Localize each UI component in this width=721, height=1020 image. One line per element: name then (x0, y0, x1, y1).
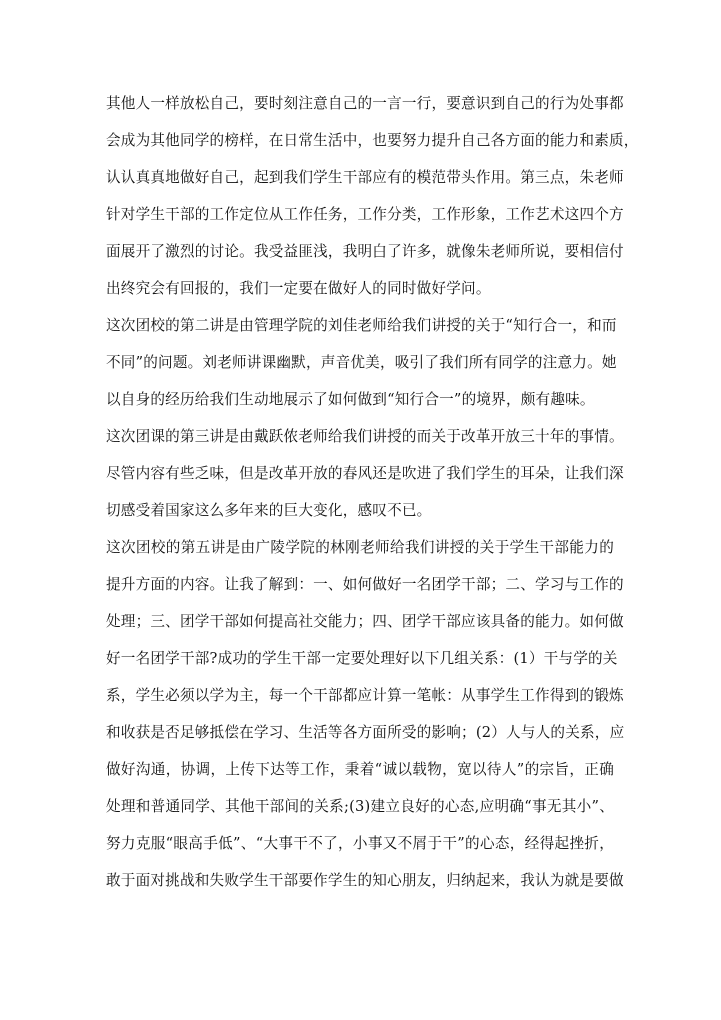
text-line: 和收获是否足够抵偿在学习、生活等各方面所受的影响；(2）人与人的关系，应 (106, 724, 625, 741)
text-line: 会成为其他同学的榜样，在日常生活中，也要努力提升自己各方面的能力和素质， (106, 132, 639, 149)
text-line: 处理和普通同学、其他干部间的关系;(3)建立良好的心态,应明确“事无其小”、 (106, 798, 614, 815)
text-line: 其他人一样放松自己，要时刻注意自己的一言一行，要意识到自己的行为处事都 (106, 95, 624, 112)
text-line: 处理；三、团学干部如何提高社交能力；四、团学干部应该具备的能力。如何做 (106, 613, 624, 630)
text-line: 敢于面对挑战和失败学生干部要作学生的知心朋友，归纳起来，我认为就是要做 (106, 872, 624, 889)
text-line: 系，学生必须以学为主，每一个干部都应计算一笔帐：从事学生工作得到的锻炼 (106, 687, 624, 704)
text-line: 尽管内容有些乏味，但是改革开放的春风还是吹进了我们学生的耳朵，让我们深 (106, 465, 624, 482)
text-line: 出终究会有回报的，我们一定要在做好人的同时做好学问。 (106, 280, 491, 297)
text-line: 好一名团学干部?成功的学生干部一定要处理好以下几组关系：(1）干与学的关 (106, 650, 618, 667)
text-line: 切感受着国家这么多年来的巨大变化，感叹不已。 (106, 502, 432, 519)
text-line: 做好沟通，协调，上传下达等工作，秉着“诚以载物，宽以待人”的宗旨，正确 (106, 761, 614, 778)
text-line: 以自身的经历给我们生动地展示了如何做到“知行合一”的境界，颇有趣味。 (106, 391, 595, 408)
text-line: 这次团校的第五讲是由广陵学院的林刚老师给我们讲授的关于学生干部能力的 (106, 539, 614, 556)
text-line: 努力克服“眼高手低”、“大事干不了，小事又不屑于干”的心态，经得起挫折， (106, 835, 614, 852)
text-line: 针对学生干部的工作定位从工作任务，工作分类，工作形象，工作艺术这四个方 (106, 206, 624, 223)
text-line: 不同”的问题。刘老师讲课幽默，声音优美，吸引了我们所有同学的注意力。她 (106, 354, 617, 371)
text-line: 认认真真地做好自己，起到我们学生干部应有的模范带头作用。第三点，朱老师 (106, 169, 624, 186)
text-line: 这次团课的第三讲是由戴跃侬老师给我们讲授的而关于改革开放三十年的事情。 (106, 428, 624, 445)
text-line: 面展开了激烈的讨论。我受益匪浅，我明白了许多，就像朱老师所说，要相信付 (106, 243, 624, 260)
text-line: 这次团校的第二讲是由管理学院的刘佳老师给我们讲授的关于“知行合一，和而 (106, 317, 617, 334)
text-line: 提升方面的内容。让我了解到：一、如何做好一名团学干部；二、学习与工作的 (106, 576, 624, 593)
